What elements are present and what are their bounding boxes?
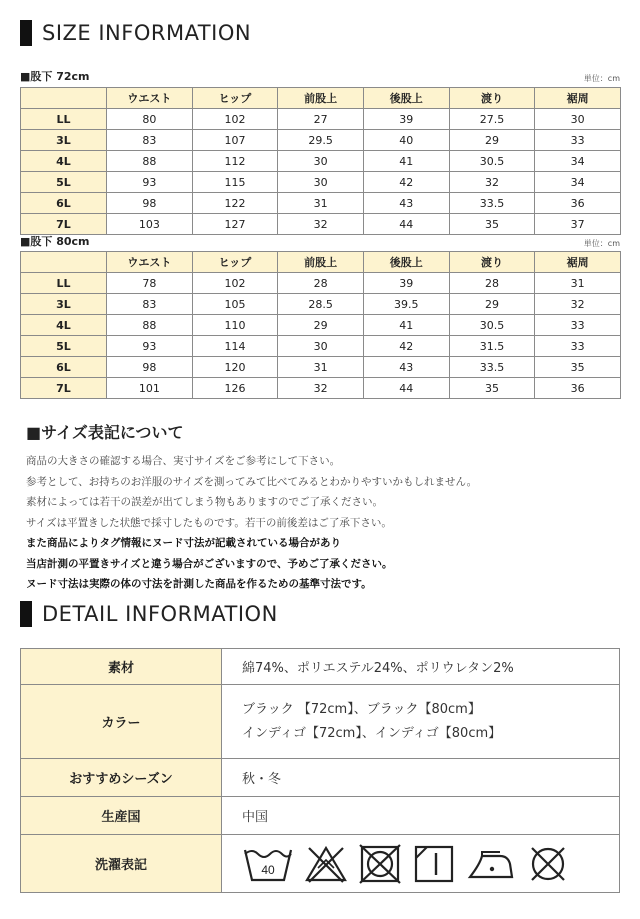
table-72-header bbox=[20, 68, 620, 84]
cell: 43 bbox=[363, 193, 449, 214]
cell: 36 bbox=[535, 378, 621, 399]
cell: 42 bbox=[363, 336, 449, 357]
cell: 30 bbox=[278, 336, 364, 357]
cell: 98 bbox=[107, 193, 193, 214]
table-row bbox=[21, 151, 621, 172]
cell: 122 bbox=[192, 193, 278, 214]
color-value bbox=[222, 685, 620, 759]
size-table-72 bbox=[20, 87, 621, 235]
cell: 39 bbox=[363, 273, 449, 294]
cell: 102 bbox=[192, 273, 278, 294]
table-80-unit: 単位：cm bbox=[583, 239, 620, 248]
cell: 44 bbox=[363, 214, 449, 235]
cell: 33 bbox=[535, 315, 621, 336]
size-notes bbox=[26, 451, 477, 533]
cell: 35 bbox=[449, 378, 535, 399]
cell: 35 bbox=[535, 357, 621, 378]
table-row bbox=[21, 172, 621, 193]
note-line: 商品の大きさの確認する場合、実寸サイズをご参考にして下さい。 bbox=[26, 455, 341, 467]
size-table-80 bbox=[20, 251, 621, 399]
note-line: 参考として、お持ちのお洋服のサイズを測ってみて比べてみるとわかりやすいかもしれません。 bbox=[26, 475, 478, 488]
col-header: 裾周 bbox=[535, 88, 621, 109]
cell: 31.5 bbox=[449, 336, 535, 357]
cell: 83 bbox=[107, 294, 193, 315]
detail-row-material bbox=[21, 649, 620, 685]
col-header: ヒップ bbox=[192, 252, 278, 273]
note-bold-line: また商品によりタグ情報にヌード寸法が記載されている場合があり bbox=[26, 537, 341, 549]
cell: 31 bbox=[278, 357, 364, 378]
cell: 33.5 bbox=[449, 357, 535, 378]
detail-row-care bbox=[21, 835, 620, 893]
material-value: 綿74%、ポリエステル24%、ポリウレタン2% bbox=[222, 649, 620, 685]
size-notes-title: ■サイズ表記について bbox=[26, 423, 184, 442]
cell: 41 bbox=[363, 315, 449, 336]
cell: 39 bbox=[363, 109, 449, 130]
cell: 120 bbox=[192, 357, 278, 378]
cell: 35 bbox=[449, 214, 535, 235]
detail-row-color bbox=[21, 685, 620, 759]
cell: 30.5 bbox=[449, 315, 535, 336]
table-row bbox=[21, 315, 621, 336]
col-header: 渡り bbox=[449, 88, 535, 109]
iron-low-icon bbox=[466, 844, 516, 884]
col-header: 後股上 bbox=[363, 88, 449, 109]
table-72-label: ■股下 72cm bbox=[20, 70, 90, 83]
color-label: カラー bbox=[21, 685, 222, 759]
cell: 28.5 bbox=[278, 294, 364, 315]
cell: 127 bbox=[192, 214, 278, 235]
size-info-header bbox=[20, 20, 251, 46]
cell: 93 bbox=[107, 336, 193, 357]
cell: 102 bbox=[192, 109, 278, 130]
no-tumble-dry-icon bbox=[358, 844, 402, 884]
col-header: 後股上 bbox=[363, 252, 449, 273]
cell: 93 bbox=[107, 172, 193, 193]
line-dry-shade-icon bbox=[412, 844, 456, 884]
detail-row-origin bbox=[21, 797, 620, 835]
cell: 44 bbox=[363, 378, 449, 399]
nude-size-notes bbox=[26, 533, 392, 595]
table-row bbox=[21, 378, 621, 399]
table-row bbox=[21, 130, 621, 151]
size-label: LL bbox=[21, 109, 107, 130]
note-line: サイズは平置きした状態で採寸したものです。若干の前後差はご了承下さい。 bbox=[26, 516, 392, 529]
cell: 107 bbox=[192, 130, 278, 151]
cell: 27.5 bbox=[449, 109, 535, 130]
cell: 36 bbox=[535, 193, 621, 214]
header-bar bbox=[20, 601, 32, 627]
cell: 88 bbox=[107, 151, 193, 172]
size-label: 5L bbox=[21, 172, 107, 193]
cell: 88 bbox=[107, 315, 193, 336]
size-label: 7L bbox=[21, 214, 107, 235]
detail-info-title: DETAIL INFORMATION bbox=[42, 602, 278, 626]
cell: 33 bbox=[535, 130, 621, 151]
cell: 32 bbox=[278, 214, 364, 235]
cell: 40 bbox=[363, 130, 449, 151]
size-info-title: SIZE INFORMATION bbox=[42, 21, 252, 45]
cell: 33.5 bbox=[449, 193, 535, 214]
col-header: ヒップ bbox=[192, 88, 278, 109]
col-header: 裾周 bbox=[535, 252, 621, 273]
cell: 110 bbox=[192, 315, 278, 336]
cell: 105 bbox=[192, 294, 278, 315]
wash-40-icon bbox=[242, 844, 294, 884]
cell: 30 bbox=[278, 172, 364, 193]
table-row bbox=[21, 357, 621, 378]
detail-info-header bbox=[20, 601, 278, 627]
cell: 83 bbox=[107, 130, 193, 151]
cell: 37 bbox=[535, 214, 621, 235]
care-label: 洗濯表記 bbox=[21, 835, 222, 893]
cell: 115 bbox=[192, 172, 278, 193]
color-line: インディゴ【72cm】、インディゴ【80cm】 bbox=[242, 725, 502, 741]
cell: 39.5 bbox=[363, 294, 449, 315]
size-label: 4L bbox=[21, 315, 107, 336]
material-label: 素材 bbox=[21, 649, 222, 685]
color-line: ブラック 【72cm】、ブラック【80cm】 bbox=[242, 701, 481, 717]
col-header: ウエスト bbox=[107, 252, 193, 273]
corner-cell bbox=[21, 88, 107, 109]
cell: 29 bbox=[449, 130, 535, 151]
cell: 27 bbox=[278, 109, 364, 130]
col-header: 前股上 bbox=[278, 88, 364, 109]
cell: 32 bbox=[535, 294, 621, 315]
size-label: 3L bbox=[21, 294, 107, 315]
table-80-header bbox=[20, 233, 620, 249]
size-label: 7L bbox=[21, 378, 107, 399]
cell: 126 bbox=[192, 378, 278, 399]
size-label: LL bbox=[21, 273, 107, 294]
cell: 42 bbox=[363, 172, 449, 193]
header-bar bbox=[20, 20, 32, 46]
cell: 30 bbox=[535, 109, 621, 130]
table-header-row bbox=[21, 252, 621, 273]
wash-temp: 40 bbox=[261, 862, 275, 877]
cell: 80 bbox=[107, 109, 193, 130]
cell: 32 bbox=[278, 378, 364, 399]
cell: 103 bbox=[107, 214, 193, 235]
note-bold-line: ヌード寸法は実際の体の寸法を計測した商品を作るための基準寸法です。 bbox=[26, 578, 372, 590]
cell: 31 bbox=[278, 193, 364, 214]
size-label: 6L bbox=[21, 193, 107, 214]
no-bleach-icon bbox=[304, 844, 348, 884]
table-72-unit: 単位：cm bbox=[583, 74, 620, 83]
cell: 34 bbox=[535, 151, 621, 172]
cell: 29 bbox=[278, 315, 364, 336]
corner-cell bbox=[21, 252, 107, 273]
size-label: 3L bbox=[21, 130, 107, 151]
season-value: 秋・冬 bbox=[222, 759, 620, 797]
detail-row-season bbox=[21, 759, 620, 797]
cell: 101 bbox=[107, 378, 193, 399]
table-row bbox=[21, 109, 621, 130]
cell: 28 bbox=[449, 273, 535, 294]
cell: 114 bbox=[192, 336, 278, 357]
cell: 29 bbox=[449, 294, 535, 315]
table-header-row bbox=[21, 88, 621, 109]
table-row bbox=[21, 273, 621, 294]
origin-value: 中国 bbox=[222, 797, 620, 835]
care-icons bbox=[242, 844, 619, 884]
col-header: 渡り bbox=[449, 252, 535, 273]
size-label: 4L bbox=[21, 151, 107, 172]
cell: 78 bbox=[107, 273, 193, 294]
table-row bbox=[21, 336, 621, 357]
col-header: 前股上 bbox=[278, 252, 364, 273]
cell: 41 bbox=[363, 151, 449, 172]
col-header: ウエスト bbox=[107, 88, 193, 109]
care-value bbox=[222, 835, 620, 893]
cell: 112 bbox=[192, 151, 278, 172]
table-row bbox=[21, 294, 621, 315]
season-label: おすすめシーズン bbox=[21, 759, 222, 797]
table-row bbox=[21, 214, 621, 235]
cell: 30 bbox=[278, 151, 364, 172]
size-label: 6L bbox=[21, 357, 107, 378]
cell: 28 bbox=[278, 273, 364, 294]
cell: 43 bbox=[363, 357, 449, 378]
cell: 30.5 bbox=[449, 151, 535, 172]
table-row bbox=[21, 193, 621, 214]
table-80-label: ■股下 80cm bbox=[20, 235, 90, 248]
detail-table bbox=[20, 648, 620, 893]
note-line: 素材によっては若干の誤差が出てしまう物もありますのでご了承ください。 bbox=[26, 496, 383, 508]
cell: 29.5 bbox=[278, 130, 364, 151]
cell: 32 bbox=[449, 172, 535, 193]
origin-label: 生産国 bbox=[21, 797, 222, 835]
cell: 33 bbox=[535, 336, 621, 357]
note-bold-line: 当店計測の平置きサイズと違う場合がございますので、予めご了承ください。 bbox=[26, 557, 393, 570]
no-dry-clean-icon bbox=[526, 844, 570, 884]
cell: 98 bbox=[107, 357, 193, 378]
cell: 31 bbox=[535, 273, 621, 294]
cell: 34 bbox=[535, 172, 621, 193]
size-label: 5L bbox=[21, 336, 107, 357]
